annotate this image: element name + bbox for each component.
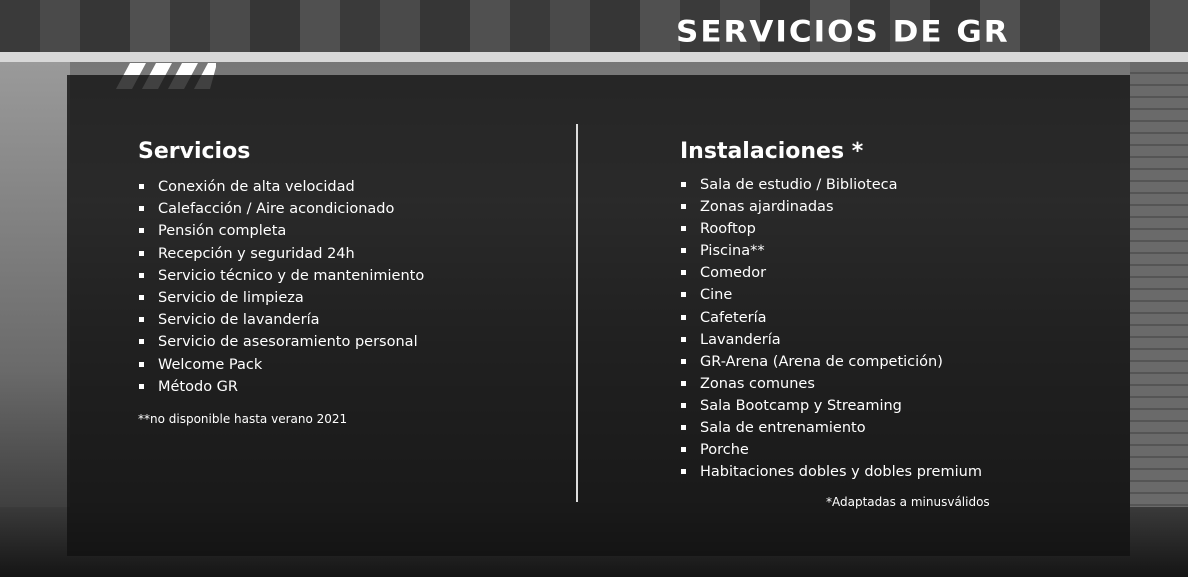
facilities-item: Zonas comunes (680, 373, 982, 395)
facilities-item: Piscina** (680, 240, 982, 262)
facilities-item: Zonas ajardinadas (680, 196, 982, 218)
facilities-item: Rooftop (680, 218, 982, 240)
facilities-item: Sala de entrenamiento (680, 417, 982, 439)
facilities-item: Porche (680, 439, 982, 461)
facilities-heading: Instalaciones * (680, 139, 864, 164)
facilities-item: Comedor (680, 262, 982, 284)
left-wall (0, 62, 70, 577)
facilities-note: *Adaptadas a minusválidos (826, 495, 990, 509)
services-item: Pensión completa (138, 220, 424, 242)
services-item: Conexión de alta velocidad (138, 176, 424, 198)
page-title: SERVICIOS DE GR (676, 14, 1010, 50)
services-item: Servicio de limpieza (138, 287, 424, 309)
brick-wall (1130, 62, 1188, 577)
services-list (138, 176, 424, 398)
services-item: Servicio de asesoramiento personal (138, 331, 424, 353)
services-item: Welcome Pack (138, 354, 424, 376)
ceiling-beam (0, 52, 1188, 62)
facilities-list (680, 174, 982, 483)
column-divider (576, 124, 578, 502)
services-item: Método GR (138, 376, 424, 398)
facilities-item: Habitaciones dobles y dobles premium (680, 461, 982, 483)
facilities-item: Lavandería (680, 329, 982, 351)
facilities-item: Sala Bootcamp y Streaming (680, 395, 982, 417)
services-note: **no disponible hasta verano 2021 (138, 412, 348, 426)
facilities-item: Cafetería (680, 307, 982, 329)
services-heading: Servicios (138, 139, 251, 164)
services-item: Recepción y seguridad 24h (138, 243, 424, 265)
services-item: Servicio de lavandería (138, 309, 424, 331)
facilities-item: Sala de estudio / Biblioteca (680, 174, 982, 196)
facilities-item: Cine (680, 284, 982, 306)
facilities-item: GR-Arena (Arena de competición) (680, 351, 982, 373)
services-item: Servicio técnico y de mantenimiento (138, 265, 424, 287)
services-item: Calefacción / Aire acondicionado (138, 198, 424, 220)
